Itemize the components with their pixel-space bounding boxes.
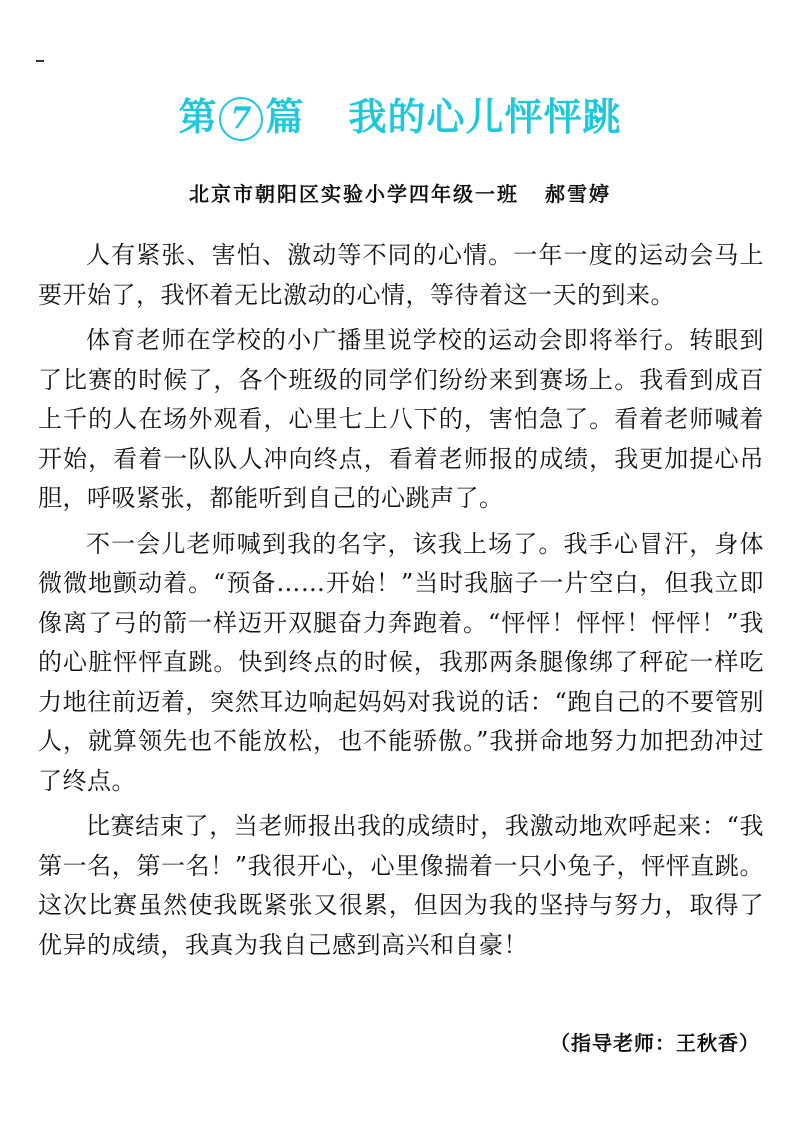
paragraph: 人有紧张、害怕、激动等不同的心情。一年一度的运动会马上要开始了，我怀着无比激动的心情，等待着这一天的到来。	[38, 241, 764, 309]
school-name: 北京市朝阳区实验小学四年级一班	[189, 182, 519, 206]
paragraph: 比赛结束了，当老师报出我的成绩时，我激动地欢呼起来：“我第一名，第一名！”我很开心，心里像揣着一只小兔子，怦怦直跳。这次比赛虽然使我既紧张又很累，但因为我的坚持与努力，取得了优异的成绩，我真为我自己感到高兴和自豪！	[38, 812, 764, 959]
article-number-badge: 7	[219, 97, 263, 141]
title-suffix: 篇	[265, 95, 305, 139]
author-byline	[0, 178, 800, 207]
title-prefix: 第	[178, 95, 218, 139]
title-text: 我的心儿怦怦跳	[348, 95, 622, 139]
article-body	[38, 236, 764, 971]
paragraph: 体育老师在学校的小广播里说学校的运动会即将举行。转眼到了比赛的时候了，各个班级的同学们纷纷来到赛场上。我看到成百上千的人在场外观看，心里七上八下的，害怕急了。看着老师喊着开始，看着一队队人冲向终点，看着老师报的成绩，我更加提心吊胆，呼吸紧张，都能听到自己的心跳声了。	[38, 326, 764, 512]
author-name: 郝雪婷	[545, 182, 611, 206]
teacher-note: （指导老师：王秋香）	[550, 1031, 760, 1055]
corner-mark	[36, 60, 44, 62]
paragraph: 不一会儿老师喊到我的名字，该我上场了。我手心冒汗，身体微微地颤动着。“预备……开始！”当时我脑子一片空白，但我立即像离了弓的箭一样迈开双腿奋力奔跑着。“怦怦！怦怦！怦怦！”我的心脏怦怦直跳。快到终点的时候，我那两条腿像绑了秤砣一样吃力地往前迈着，突然耳边响起妈妈对我说的话：“跑自己的不要管别人，就算领先也不能放松，也不能骄傲。”我拼命地努力加把劲冲过了终点。	[38, 529, 764, 795]
article-title	[0, 92, 800, 142]
